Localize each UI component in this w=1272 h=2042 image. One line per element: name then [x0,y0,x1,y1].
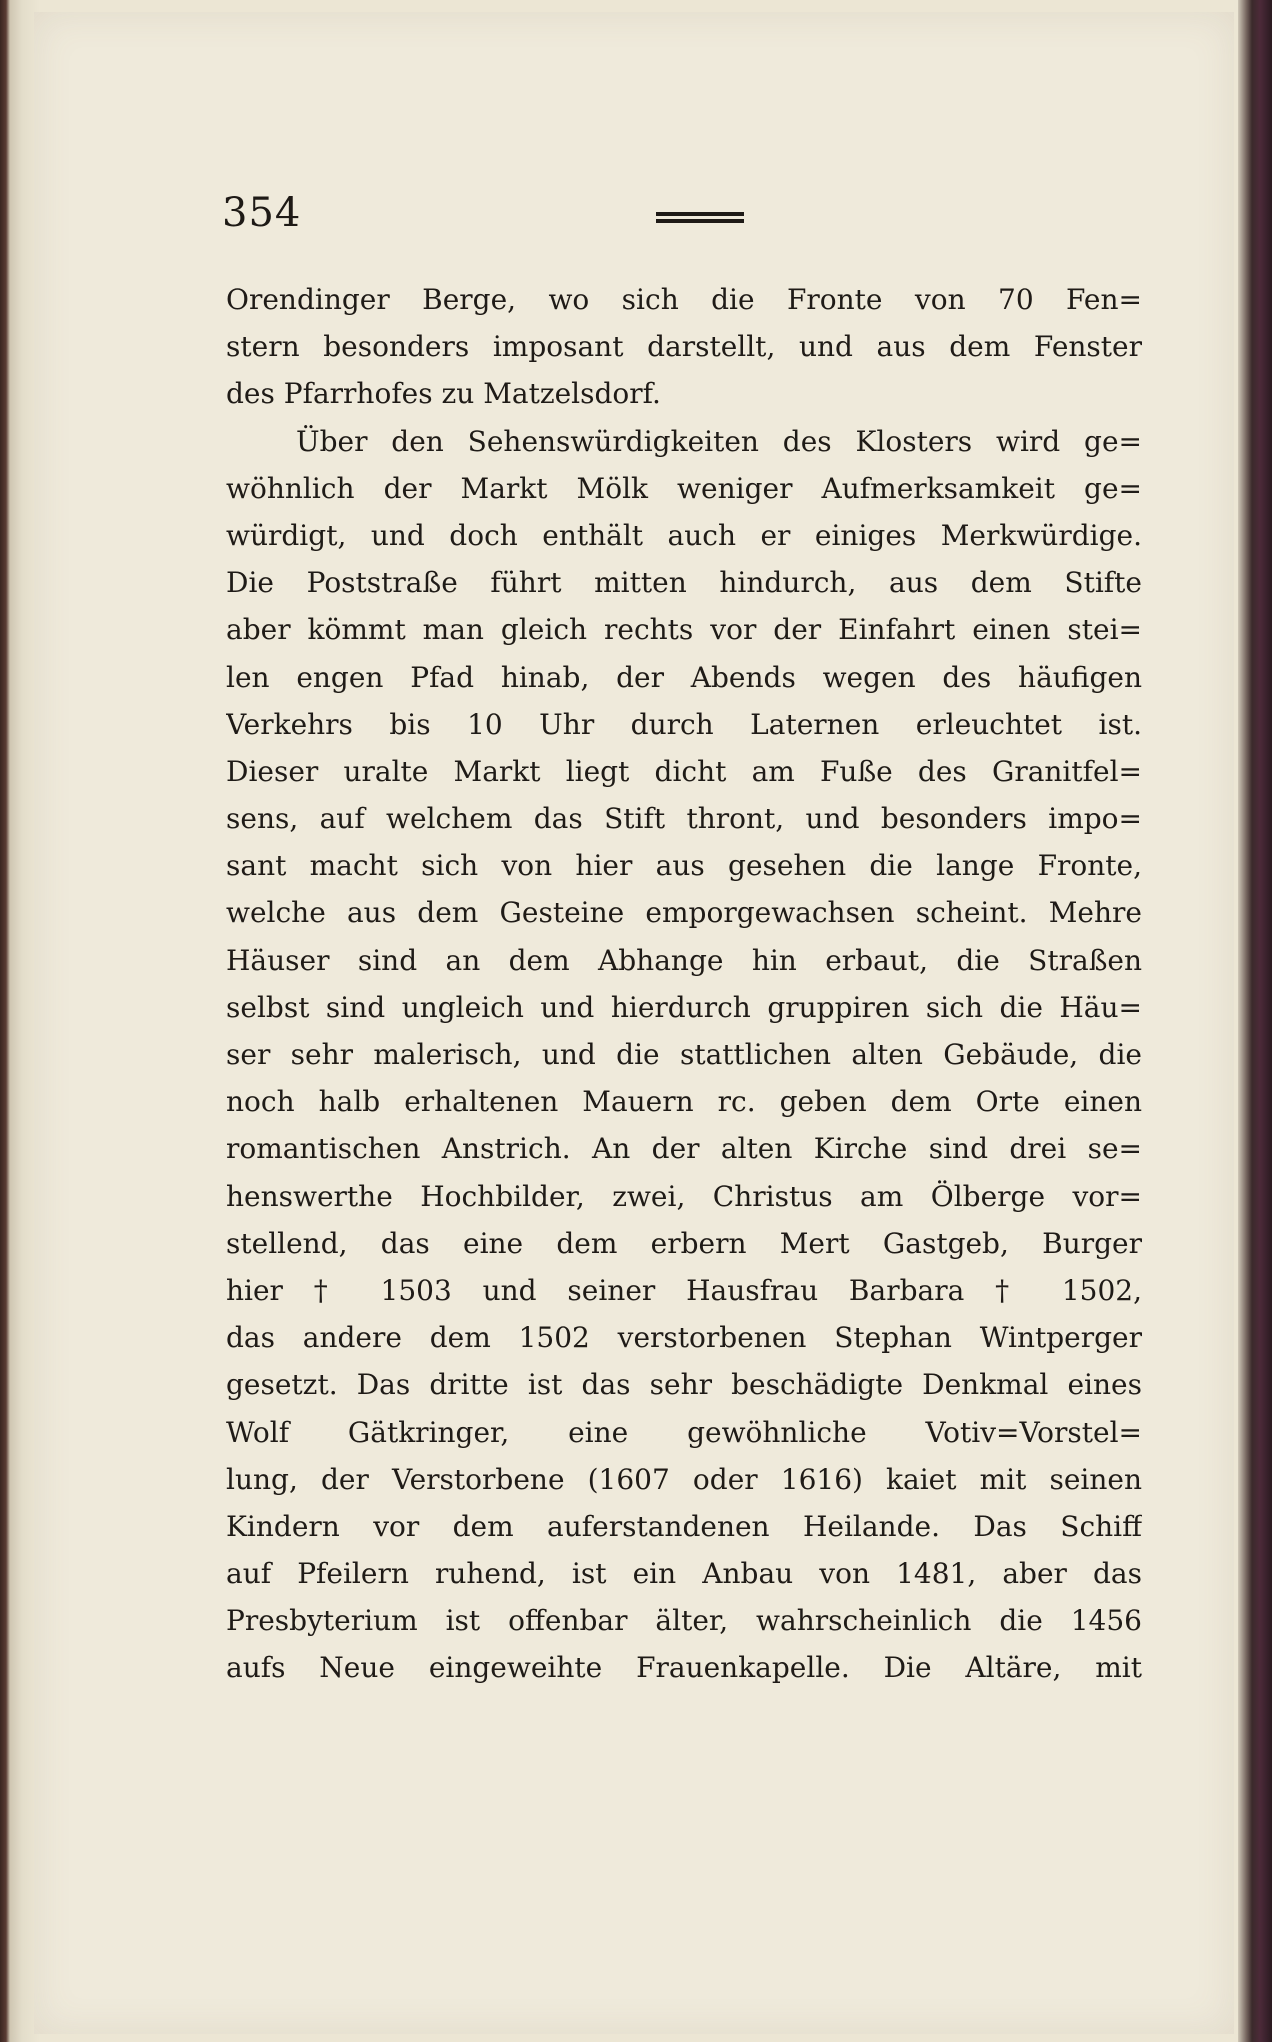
page-header [222,190,1142,250]
text-line: selbst sind ungleich und hierdurch gruppiren sich die Häu= [226,990,1142,1024]
text-line: aber kömmt man gleich rechts vor der Einfahrt einen stei= [226,613,1142,647]
text-line: wöhnlich der Markt Mölk weniger Aufmerksamkeit ge= [226,471,1142,505]
text-line: aufs Neue eingeweihte Frauenkapelle. Die Altäre, mit [226,1651,1142,1685]
text-line: henswerthe Hochbilder, zwei, Christus am Ölberge vor= [226,1179,1142,1213]
text-line: gesetzt. Das dritte ist das sehr beschädigte Denkmal eines [226,1368,1142,1402]
text-line: Orendinger Berge, wo sich die Fronte von 70 Fen= [226,283,1142,316]
text-line: noch halb erhaltenen Mauern rc. geben dem Orte einen [226,1085,1142,1119]
text-line: Verkehrs bis 10 Uhr durch Laternen erleuchtet ist. [226,707,1142,741]
text-line: ser sehr malerisch, und die stattlichen alten Gebäude, die [226,1038,1142,1071]
header-double-rule [656,212,744,223]
text-line: das andere dem 1502 verstorbenen Stephan Wintperger [226,1321,1142,1355]
text-line: Über den Sehenswürdigkeiten des Klosters wird ge= [296,424,1142,458]
page-number: 354 [222,190,302,236]
text-line: romantischen Anstrich. An der alten Kirche sind drei se= [226,1132,1142,1166]
text-line: stellend, das eine dem erbern Mert Gastgeb, Burger [226,1226,1142,1260]
text-line: hier † 1503 und seiner Hausfrau Barbara † 1502, [226,1273,1142,1307]
text-line: len engen Pfad hinab, der Abends wegen des häufigen [226,660,1142,694]
text-line: Wolf Gätkringer, eine gewöhnliche Votiv=Vorstel= [226,1415,1142,1449]
text-line: sens, auf welchem das Stift thront, und besonders impo= [226,802,1142,836]
text-line: des Pfarrhofes zu Matzelsdorf. [226,377,661,411]
text-line: Dieser uralte Markt liegt dicht am Fuße des Granitfel= [226,754,1142,788]
text-line: sant macht sich von hier aus gesehen die lange Fronte, [226,849,1142,883]
text-line: Häuser sind an dem Abhange hin erbaut, die Straßen [226,943,1142,977]
text-line: welche aus dem Gesteine emporgewachsen scheint. Mehre [226,896,1142,930]
body-text [226,276,1142,1692]
text-line: Kindern vor dem auferstandenen Heilande. Das Schiff [226,1509,1142,1543]
text-line: lung, der Verstorbene (1607 oder 1616) kaiet mit seinen [226,1462,1142,1496]
text-line: Die Poststraße führt mitten hindurch, aus dem Stifte [226,566,1142,600]
text-line: stern besonders imposant darstellt, und aus dem Fenster [226,330,1142,364]
text-line: auf Pfeilern ruhend, ist ein Anbau von 1481, aber das [226,1557,1142,1591]
text-line: würdigt, und doch enthält auch er einiges Merkwürdige. [226,518,1142,552]
text-line: Presbyterium ist offenbar älter, wahrscheinlich die 1456 [226,1604,1142,1638]
book-spine-edge [1238,0,1272,2042]
